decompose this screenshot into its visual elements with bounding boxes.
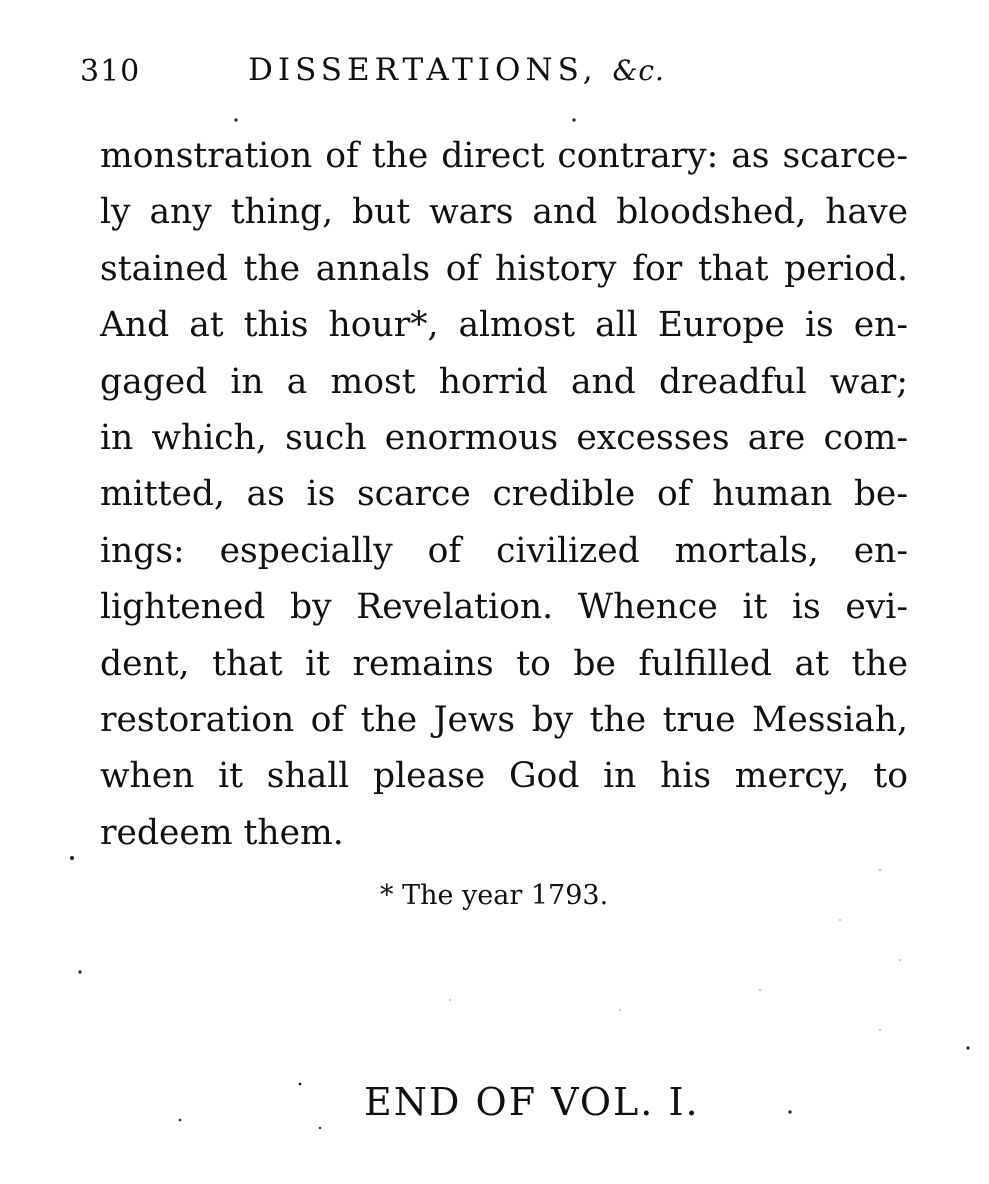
text-line: when it shall please God in his mercy, to [100,756,908,797]
running-title-text: DISSERTATIONS, [248,52,598,88]
text-line: stained the annals of history for that period. [100,248,908,289]
text-line-last: redeem them. [100,812,344,853]
text-line: ings: especially of civilized mortals, en- [100,530,908,571]
footnote: * The year 1793. [380,880,609,911]
end-of-volume: END OF VOL. I. [364,1080,700,1124]
running-title [248,52,665,88]
text-line: mitted, as is scarce credible of human be- [100,474,908,515]
page-number: 310 [80,54,141,89]
body-paragraph [100,128,908,861]
text-line: restoration of the Jews by the true Messiah, [100,699,908,740]
text-line: And at this hour*, almost all Europe is en- [100,305,908,346]
text-line: dent, that it remains to be fulfilled at the [100,643,908,684]
text-line: in which, such enormous excesses are com- [100,417,908,458]
running-title-etc: &c. [612,54,665,87]
text-line: gaged in a most horrid and dreadful war; [100,361,908,402]
text-line: lightened by Revelation. Whence it is evi- [100,587,908,628]
text-line: ly any thing, but wars and bloodshed, have [100,192,908,233]
running-head [80,48,820,98]
text-line: monstration of the direct contrary: as scarce- [100,136,908,176]
